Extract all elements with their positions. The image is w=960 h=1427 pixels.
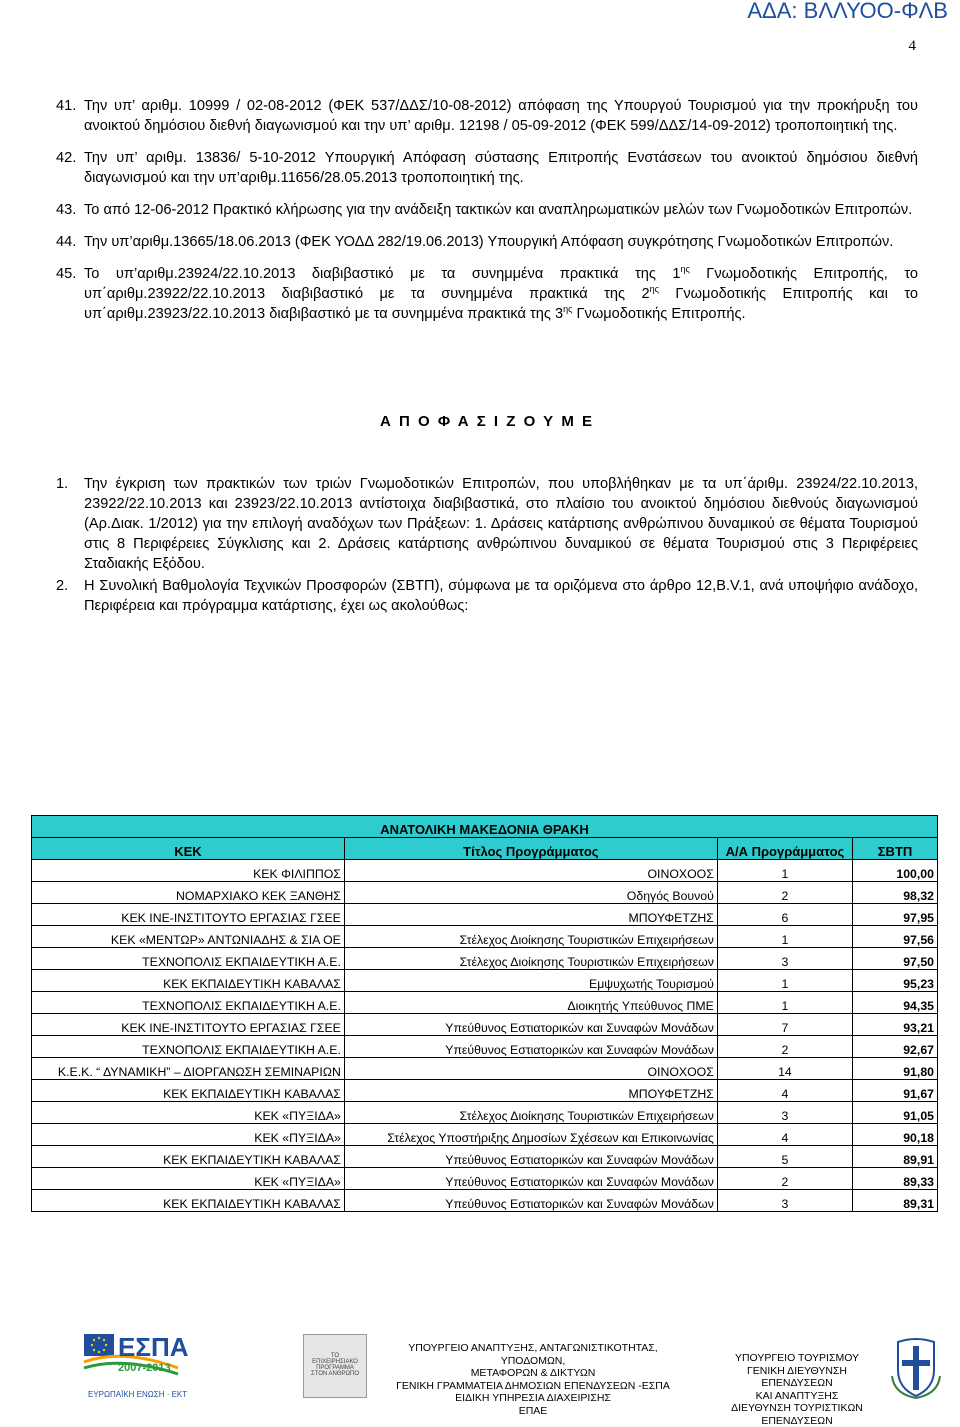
cell-kek: ΚΕΚ ΕΚΠΑΙΔΕΥΤΙΚΗ ΚΑΒΑΛΑΣ bbox=[32, 1080, 345, 1102]
table-row bbox=[32, 1058, 938, 1080]
cell-score: 98,32 bbox=[853, 882, 938, 904]
table-row bbox=[32, 904, 938, 926]
table-row bbox=[32, 970, 938, 992]
ministry2-line: ΔΙΕΥΘΥΝΣΗ ΤΟΥΡΙΣΤΙΚΩΝ bbox=[712, 1402, 882, 1415]
ministry1-line: ΕΠΑΕ bbox=[378, 1405, 688, 1418]
ministry-development-text bbox=[378, 1342, 688, 1417]
cell-score: 94,35 bbox=[853, 992, 938, 1014]
cell-kek: ΚΕΚ ΕΚΠΑΙΔΕΥΤΙΚΗ ΚΑΒΑΛΑΣ bbox=[32, 1146, 345, 1168]
cell-kek: ΚΕΚ «ΠΥΞΙΔΑ» bbox=[32, 1102, 345, 1124]
ministry1-line: ΕΙΔΙΚΗ ΥΠΗΡΕΣΙΑ ΔΙΑΧΕΙΡΙΣΗΣ bbox=[378, 1392, 688, 1405]
table-row bbox=[32, 1146, 938, 1168]
decision-heading: Α Π Ο Φ Α Σ Ι Ζ Ο Υ Μ Ε bbox=[56, 412, 918, 432]
table-row bbox=[32, 1124, 938, 1146]
consideration-42 bbox=[56, 148, 918, 188]
cell-score: 91,80 bbox=[853, 1058, 938, 1080]
cell-aa: 2 bbox=[717, 1168, 852, 1190]
page-number: 4 bbox=[909, 38, 917, 55]
cell-kek: ΚΕΚ «ΜΕΝΤΩΡ» ΑΝΤΩΝΙΑΔΗΣ & ΣΙΑ ΟΕ bbox=[32, 926, 345, 948]
cell-title: ΟΙΝΟΧΟΟΣ bbox=[344, 1058, 717, 1080]
ada-code: ΑΔΑ: ΒΛΛΥΟΟ-ΦΛΒ bbox=[747, 0, 948, 24]
cell-title: Υπεύθυνος Εστιατορικών και Συναφών Μονάδων bbox=[344, 1014, 717, 1036]
table-row bbox=[32, 926, 938, 948]
cell-aa: 7 bbox=[717, 1014, 852, 1036]
cell-title: Στέλεχος Διοίκησης Τουριστικών Επιχειρήσεων bbox=[344, 948, 717, 970]
program-logo-text: ΤΟ ΕΠΙΧΕΙΡΗΣΙΑΚΟ ΠΡΟΓΡΑΜΜΑ ΣΤΟΝ ΑΝΘΡΩΠΟ bbox=[308, 1353, 362, 1377]
cell-score: 89,31 bbox=[853, 1190, 938, 1212]
decision-2 bbox=[56, 576, 918, 616]
item-text: Την υπ’αριθμ.13665/18.06.2013 (ΦΕΚ ΥΟΔΔ 282/19.06.2013) Υπουργική Απόφαση συγκρότησης Γνωμοδοτικών Επιτροπών. bbox=[84, 232, 918, 252]
cell-aa: 4 bbox=[717, 1080, 852, 1102]
table-row bbox=[32, 1102, 938, 1124]
table-row bbox=[32, 1080, 938, 1102]
item-text bbox=[84, 264, 918, 324]
table-body bbox=[32, 860, 938, 1212]
item45-part1: Το υπ’αριθμ.23924/22.10.2013 διαβιβαστικό με τα συνημμένα πρακτικά της 1 bbox=[84, 266, 680, 282]
cell-title: Οδηγός Βουνού bbox=[344, 882, 717, 904]
consideration-43 bbox=[56, 200, 918, 220]
ministry1-line: ΜΕΤΑΦΟΡΩΝ & ΔΙΚΤΥΩΝ bbox=[378, 1367, 688, 1380]
table-row bbox=[32, 1014, 938, 1036]
cell-score: 89,91 bbox=[853, 1146, 938, 1168]
program-logo bbox=[303, 1334, 367, 1398]
item-text: Την υπ’ αριθμ. 13836/ 5-10-2012 Υπουργική Απόφαση σύστασης Επιτροπής Ενστάσεων του ανοικτού δημόσιου διεθνή διαγωνισμού και την υπ’αριθμ.11656/28.05.2013 τροποποιητική της. bbox=[84, 148, 918, 188]
cell-title: Στέλεχος Διοίκησης Τουριστικών Επιχειρήσεων bbox=[344, 926, 717, 948]
cell-aa: 4 bbox=[717, 1124, 852, 1146]
cell-title: Διοικητής Υπεύθυνος ΠΜΕ bbox=[344, 992, 717, 1014]
cell-title: Υπεύθυνος Εστιατορικών και Συναφών Μονάδων bbox=[344, 1036, 717, 1058]
cell-aa: 1 bbox=[717, 970, 852, 992]
cell-aa: 2 bbox=[717, 882, 852, 904]
cell-aa: 1 bbox=[717, 926, 852, 948]
item45-part3: Γνωμοδοτικής Επιτροπής και το υπ΄αριθμ.23923/22.10.2013 διαβιβαστικό με τα συνημμένα πρακτικά της 3 bbox=[84, 286, 918, 322]
cell-kek: ΚΕΚ ΕΚΠΑΙΔΕΥΤΙΚΗ ΚΑΒΑΛΑΣ bbox=[32, 1190, 345, 1212]
cell-kek: ΚΕΚ ΙΝΕ-ΙΝΣΤΙΤΟΥΤΟ ΕΡΓΑΣΙΑΣ ΓΣΕΕ bbox=[32, 1014, 345, 1036]
cell-score: 92,67 bbox=[853, 1036, 938, 1058]
cell-title: ΟΙΝΟΧΟΟΣ bbox=[344, 860, 717, 882]
cell-score: 91,05 bbox=[853, 1102, 938, 1124]
cell-score: 97,50 bbox=[853, 948, 938, 970]
ministry2-line: ΥΠΟΥΡΓΕΙΟ ΤΟΥΡΙΣΜΟΥ bbox=[712, 1352, 882, 1365]
ministry2-line: ΕΠΕΝΔΥΣΕΩΝ bbox=[712, 1415, 882, 1427]
decision-1 bbox=[56, 474, 918, 574]
cell-score: 97,95 bbox=[853, 904, 938, 926]
cell-title: Στέλεχος Διοίκησης Τουριστικών Επιχειρήσεων bbox=[344, 1102, 717, 1124]
cell-kek: ΤΕΧΝΟΠΟΛΙΣ ΕΚΠΑΙΔΕΥΤΙΚΗ Α.Ε. bbox=[32, 948, 345, 970]
cell-kek: ΤΕΧΝΟΠΟΛΙΣ ΕΚΠΑΙΔΕΥΤΙΚΗ Α.Ε. bbox=[32, 1036, 345, 1058]
espa-logo bbox=[82, 1328, 292, 1408]
cell-aa: 2 bbox=[717, 1036, 852, 1058]
cell-title: ΜΠΟΥΦΕΤΖΗΣ bbox=[344, 904, 717, 926]
table-row bbox=[32, 1190, 938, 1212]
item-number: 41. bbox=[56, 96, 84, 136]
table-row bbox=[32, 992, 938, 1014]
item45-part2: Γνωμοδοτικής Επιτροπής, το υπ΄αριθμ.23922/22.10.2013 διαβιβαστικό με τα συνημμένα πρακτικά της 2 bbox=[84, 266, 918, 302]
table-row bbox=[32, 1036, 938, 1058]
cell-kek: ΚΕΚ «ΠΥΞΙΔΑ» bbox=[32, 1124, 345, 1146]
item-text: Το από 12-06-2012 Πρακτικό κλήρωσης για την ανάδειξη τακτικών και αναπληρωματικών μελών των Γνωμοδοτικών Επιτροπών. bbox=[84, 200, 918, 220]
cell-title: Εμψυχωτής Τουρισμού bbox=[344, 970, 717, 992]
cell-kek: ΤΕΧΝΟΠΟΛΙΣ ΕΚΠΑΙΔΕΥΤΙΚΗ Α.Ε. bbox=[32, 992, 345, 1014]
header-score: ΣΒΤΠ bbox=[853, 838, 938, 860]
region-row bbox=[32, 816, 938, 838]
cell-score: 95,23 bbox=[853, 970, 938, 992]
cell-aa: 1 bbox=[717, 992, 852, 1014]
cell-kek: ΝΟΜΑΡΧΙΑΚΟ ΚΕΚ ΞΑΝΘΗΣ bbox=[32, 882, 345, 904]
footer bbox=[0, 1322, 960, 1416]
table-row bbox=[32, 860, 938, 882]
header-title: Τίτλος Προγράμματος bbox=[344, 838, 717, 860]
table-row bbox=[32, 1168, 938, 1190]
header-kek: ΚΕΚ bbox=[32, 838, 345, 860]
document-body bbox=[56, 96, 918, 618]
consideration-45 bbox=[56, 264, 918, 324]
header-aa: Α/Α Προγράμματος bbox=[717, 838, 852, 860]
ranking-table bbox=[31, 815, 938, 1212]
cell-title: Υπεύθυνος Εστιατορικών και Συναφών Μονάδων bbox=[344, 1146, 717, 1168]
cell-aa: 5 bbox=[717, 1146, 852, 1168]
cell-title: Υπεύθυνος Εστιατορικών και Συναφών Μονάδων bbox=[344, 1190, 717, 1212]
item-number: 44. bbox=[56, 232, 84, 252]
cell-kek: ΚΕΚ ΙΝΕ-ΙΝΣΤΙΤΟΥΤΟ ΕΡΓΑΣΙΑΣ ΓΣΕΕ bbox=[32, 904, 345, 926]
cell-aa: 14 bbox=[717, 1058, 852, 1080]
cell-title: ΜΠΟΥΦΕΤΖΗΣ bbox=[344, 1080, 717, 1102]
decision-number: 2. bbox=[56, 576, 84, 616]
espa-years: 2007-2013 bbox=[118, 1362, 171, 1374]
cell-score: 100,00 bbox=[853, 860, 938, 882]
ordinal-sup-1: ης bbox=[680, 264, 689, 274]
decision-text: Την έγκριση των πρακτικών των τριών Γνωμοδοτικών Επιτροπών, που υποβλήθηκαν με τα υπ΄άριθμ. 23924/22.10.2013, 23922/22.10.2013 και 23923/22.10.2013 αντίστοιχα διαβιβαστικά, στο πλαίσιο του ανοικτού δημόσιου διεθνούς διαγωνισμού (Αρ.Διακ. 1/2012) για την επιλογή αναδόχων των Πράξεων: 1. Δράσεις κατάρτισης ανθρώπινου δυναμικού σε θέματα Τουρισμού στις 8 Περιφέρειες Σύγκλισης και 2. Δράσεις κατάρτισης ανθρώπινου δυναμικού σε θέματα Τουρισμού στις 3 Περιφέρειες Σταδιακής Εξόδου. bbox=[84, 474, 918, 574]
ministry2-line: ΓΕΝΙΚΗ ΔΙΕΥΘΥΝΣΗ ΕΠΕΝΔΥΣΕΩΝ bbox=[712, 1365, 882, 1390]
table-row bbox=[32, 948, 938, 970]
cell-aa: 1 bbox=[717, 860, 852, 882]
header-row bbox=[32, 838, 938, 860]
item-number: 45. bbox=[56, 264, 84, 324]
cell-kek: ΚΕΚ ΕΚΠΑΙΔΕΥΤΙΚΗ ΚΑΒΑΛΑΣ bbox=[32, 970, 345, 992]
greek-emblem-icon bbox=[888, 1336, 944, 1400]
ministry2-line: ΚΑΙ ΑΝΑΠΤΥΞΗΣ bbox=[712, 1390, 882, 1403]
cell-kek: Κ.Ε.Κ. “ ΔΥΝΑΜΙΚΗ” – ΔΙΟΡΓΑΝΩΣΗ ΣΕΜΙΝΑΡΙΩΝ bbox=[32, 1058, 345, 1080]
cell-score: 91,67 bbox=[853, 1080, 938, 1102]
cell-aa: 6 bbox=[717, 904, 852, 926]
ministry1-line: ΓΕΝΙΚΗ ΓΡΑΜΜΑΤΕΙΑ ΔΗΜΟΣΙΩΝ ΕΠΕΝΔΥΣΕΩΝ -ΕΣΠΑ bbox=[378, 1380, 688, 1393]
table-row bbox=[32, 882, 938, 904]
espa-subtitle: ΕΥΡΩΠΑΪΚΗ ΕΝΩΣΗ · ΕΚΤ bbox=[88, 1390, 298, 1399]
espa-word: ΕΣΠΑ bbox=[118, 1332, 189, 1363]
cell-score: 93,21 bbox=[853, 1014, 938, 1036]
cell-aa: 3 bbox=[717, 948, 852, 970]
item-number: 42. bbox=[56, 148, 84, 188]
cell-aa: 3 bbox=[717, 1190, 852, 1212]
ministry1-line: ΥΠΟΥΡΓΕΙΟ ΑΝΑΠΤΥΞΗΣ, ΑΝΤΑΓΩΝΙΣΤΙΚΟΤΗΤΑΣ, ΥΠΟΔΟΜΩΝ, bbox=[378, 1342, 688, 1367]
item-text: Την υπ’ αριθμ. 10999 / 02-08-2012 (ΦΕΚ 537/ΔΔΣ/10-08-2012) απόφαση της Υπουργού Τουρισμού για την προκήρυξη του ανοικτού δημόσιου διεθνή διαγωνισμού και την υπ’ αριθμ. 12198 / 05-09-2012 (ΦΕΚ 599/ΔΔΣ/14-09-2012) τροποποιητική της. bbox=[84, 96, 918, 136]
cell-title: Στέλεχος Υποστήριξης Δημοσίων Σχέσεων και Επικοινωνίας bbox=[344, 1124, 717, 1146]
consideration-41 bbox=[56, 96, 918, 136]
decision-text: Η Συνολική Βαθμολογία Τεχνικών Προσφορών (ΣΒΤΠ), σύμφωνα με τα οριζόμενα στο άρθρο 12,Β.V.1, ανά υποψήφιο ανάδοχο, Περιφέρεια και πρόγραμμα κατάρτισης, έχει ως ακολούθως: bbox=[84, 576, 918, 616]
cell-kek: ΚΕΚ «ΠΥΞΙΔΑ» bbox=[32, 1168, 345, 1190]
cell-score: 90,18 bbox=[853, 1124, 938, 1146]
cell-aa: 3 bbox=[717, 1102, 852, 1124]
region-title: ΑΝΑΤΟΛΙΚΗ ΜΑΚΕΔΟΝΙΑ ΘΡΑΚΗ bbox=[32, 816, 938, 838]
item-number: 43. bbox=[56, 200, 84, 220]
cell-score: 89,33 bbox=[853, 1168, 938, 1190]
item45-part4: Γνωμοδοτικής Επιτροπής. bbox=[572, 306, 745, 322]
cell-score: 97,56 bbox=[853, 926, 938, 948]
cell-title: Υπεύθυνος Εστιατορικών και Συναφών Μονάδων bbox=[344, 1168, 717, 1190]
cell-kek: ΚΕΚ ΦΙΛΙΠΠΟΣ bbox=[32, 860, 345, 882]
ordinal-sup-3: ης bbox=[563, 304, 572, 314]
consideration-44 bbox=[56, 232, 918, 252]
ordinal-sup-2: ης bbox=[650, 284, 659, 294]
decision-number: 1. bbox=[56, 474, 84, 574]
